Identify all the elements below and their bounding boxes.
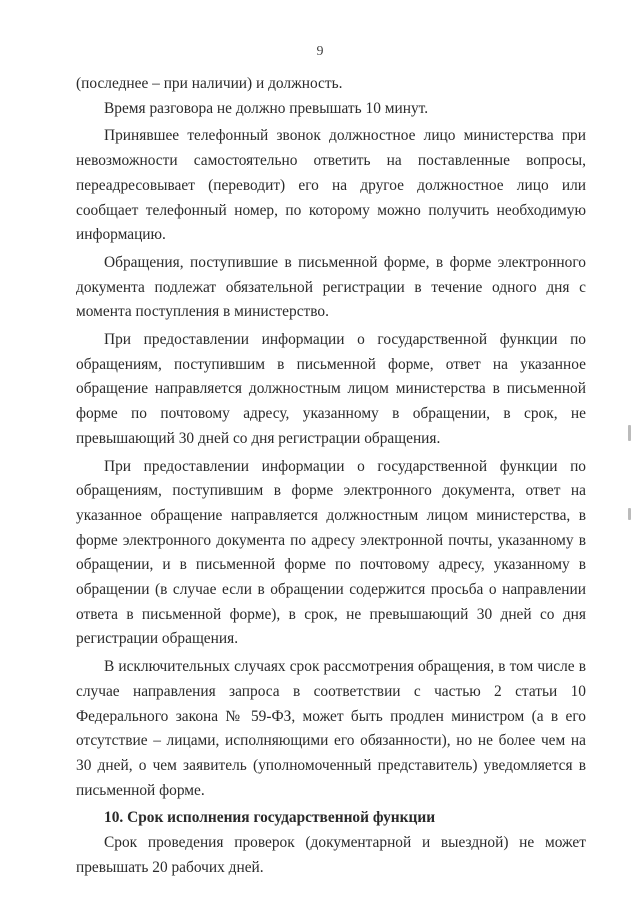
page-number: 9 (316, 44, 324, 59)
paragraph-call-redirect: Принявшее телефонный звонок должностное лицо министерства при невозможности самостоятельно ответить на поставленные вопросы, переадресовывает (переводит) его на другое должностное лицо или сообщает телефонный номер, по которому можно получить необходимую информацию. (76, 127, 586, 244)
paragraph-electronic-requests: При предоставлении информации о государственной функции по обращениям, поступившим в форме электронного документа, ответ на указанное обращение направляется должностным лицом министерства, в форме электронного документа по адресу электронной почты, указанному в обращении, и в письменной форме по почтовому адресу, указанному в обращении (в случае если в обращении содержится просьба о направлении ответа в письменной форме), в срок, не превышающий 30 дней со дня регистрации обращения. (76, 457, 586, 648)
paragraph-continuation: (последнее – при наличии) и должность. (76, 75, 343, 92)
section-heading: 10. Срок исполнения государственной функции (104, 809, 436, 827)
paragraph-extension: В исключительных случаях срок рассмотрения обращения, в том числе в случае направления запроса в соответствии с частью 2 статьи 10 Федерального закона № 59-ФЗ, может быть продлен министром (а в его отсутствие – лицами, исполняющими его обязанности), но не более чем на 30 дней, о чем заявитель (уполномоченный представитель) уведомляется в письменной форме. (76, 658, 586, 799)
paragraph-inspection-term: Срок проведения проверок (документарной и выездной) не может превышать 20 рабочих дней. (76, 834, 586, 876)
paragraph-call-duration: Время разговора не должно превышать 10 минут. (104, 99, 429, 117)
scan-mark (628, 508, 631, 520)
paragraph-registration: Обращения, поступившие в письменной форме, в форме электронного документа подлежат обязательной регистрации в течение одного дня с момента поступления в министерство. (76, 253, 586, 321)
document-body (76, 72, 586, 881)
paragraph-written-requests: При предоставлении информации о государственной функции по обращениям, поступившим в письменной форме, ответ на указанное обращение направляется должностным лицом министерства в письменной форме по почтовому адресу, указанному в обращении, в срок, не превышающий 30 дней со дня регистрации обращения. (76, 331, 586, 447)
scan-mark (628, 425, 631, 441)
